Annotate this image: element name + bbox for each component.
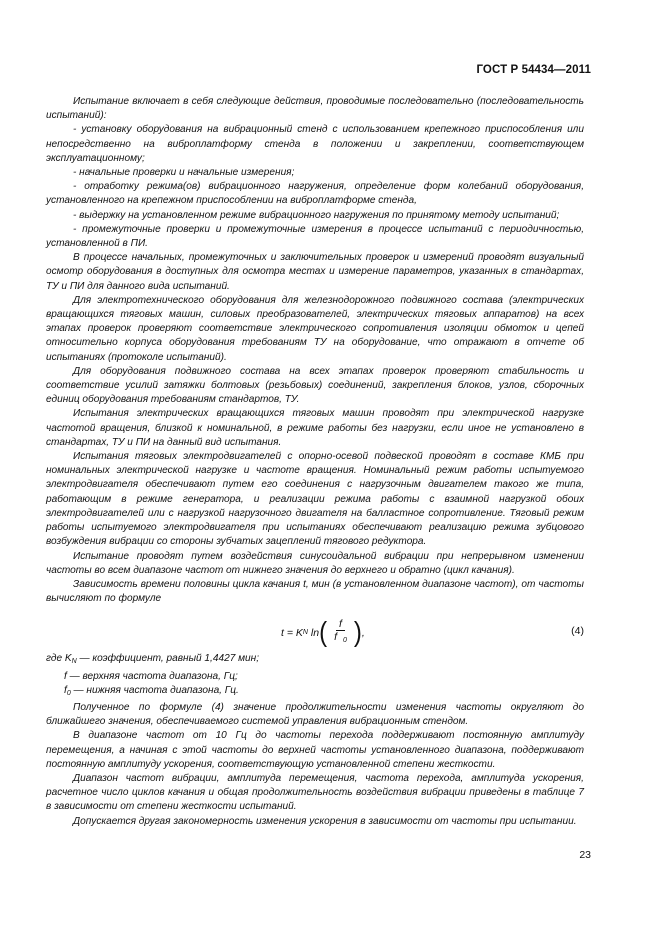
paragraph: Для оборудования подвижного состава на всех этапах проверок проверяют стабильность и соответствие усилий затяжки болтовых (резьбовых) соединений, закрепления блоков, узлов, сборочных единиц оборудования требованиям стандартов, ТУ. [46,365,584,406]
legend-3-post: — нижняя частота диапазона, Гц. [70,684,239,696]
formula-expression [281,618,365,647]
paragraph: Испытания тяговых электродвигателей с опорно-осевой подвеской проводят в составе КМБ при номинальных электрической нагрузке и частоте вращения. Номинальный режим работы испытуемого электродвигателя обеспечивают путем его соединения с нагрузочным двигателем такого же типа, работающим в режиме генератора, и реализации режима работы с взаимной нагрузкой обоих электродвигателей или с нагрузкой нагрузочного двигателя на балластное сопротивление. Тяговый режим работы испытуемого электродвигателя при испытаниях обеспечивают реализацию режима зубцового возбуждения вибрации со стороны зубчатых зацеплений тягового редуктора. [46,451,584,548]
formula-tail: , [361,626,365,639]
formula-fraction [328,618,353,647]
paragraph: В диапазоне частот от 10 Гц до частоты перехода поддерживают постоянную амплитуду перемещения, а начиная с этой частоты до верхней частоты установленного диапазона, поддерживают постоянную амплитуду ускорения, соответствующую установленной степени жесткости. [46,730,584,770]
paragraph: Допускается другая закономерность изменения ускорения в зависимости от частоты при испытании. [73,815,577,827]
formula-number: (4) [571,625,584,638]
list-item: - отработку режима(ов) вибрационного нагружения, определение форм колебаний оборудования, установленного на крепежном приспособлении на виброплатформе стенда, [46,181,584,207]
formula-numerator: f [336,618,345,631]
paragraph: Испытание проводят путем воздействия синусоидальной вибрации при непрерывном изменении частоты во всем диапазоне частот от нижнего значения до верхнего и обратно (цикл качания). [46,550,584,576]
legend-1-sub: N [71,658,77,666]
formula-den-symbol: f [334,631,337,644]
formula-right-paren: ) [353,616,362,648]
paragraph: Испытание включает в себя следующие действия, проводимые последовательно (последовательность испытаний): [46,96,584,122]
formula-4 [46,612,584,650]
paragraph: Зависимость времени половины цикла качания t, мин (в установленном диапазоне частот), от частоты вычисляют по формуле [46,578,584,605]
list-item: - установку оборудования на вибрационный стенд с использованием крепежного приспособления или непосредственно на виброплатформу стенда в положении и закреплении, соответствующем эксплуатационному; [46,124,584,164]
paragraph: Для электротехнического оборудования для железнодорожного подвижного состава (электрических вращающихся тяговых машин, силовых преобразователей, электрических тяговых аппаратов) на всех этапах проверок проверяют соответствие электрического сопротивления изоляции обмоток и цепей относительно корпуса оборудования требованиям ТУ на оборудование, что отражают в отчете об испытаниях (протоколе испытаний). [46,294,584,363]
paragraph: В процессе начальных, промежуточных и заключительных проверок и измерений проводят визуальный осмотр оборудования в доступных для осмотра местах и измерение параметров, указанных в стандартах, ТУ и ПИ для данного вида испытаний. [46,252,584,292]
legend-1-post: — коэффициент, равный 1,4427 мин; [76,653,260,665]
formula-ln: ln [310,626,320,639]
legend-1-pre: где K [46,653,72,665]
page-number: 23 [579,849,591,861]
legend-3-pre: f [64,684,67,696]
paragraph: Диапазон частот вибрации, амплитуда перемещения, частота перехода, амплитуда ускорения, расчетное число циклов качания и общая продолжительность воздействия вибрации приведены в таблице 7 в зависимости от степени жесткости испытаний. [46,772,584,813]
legend-line-3 [46,684,584,701]
list-item: - выдержку на установленном режиме вибрационного нагружения по принятому методу испытаний; [73,209,560,221]
formula-den-subscript: 0 [342,637,347,645]
text-block-before-formula [46,95,584,606]
list-item: - промежуточные проверки и промежуточные измерения в процессе испытаний с периодичностью, установленной в ПИ. [46,223,584,250]
formula-denominator [328,631,353,647]
legend-3-sub: 0 [66,689,71,697]
list-item: - начальные проверки и начальные измерения; [73,167,295,179]
formula-lhs: t = K [281,626,303,639]
standard-designation: ГОСТ Р 54434—2011 [476,64,591,76]
paragraph: Испытания электрических вращающихся тяговых машин проводят при электрической нагрузке частотой вращения, близкой к номинальной, в режиме работы без нагрузки, если иное не установлено в стандартах, ТУ и ПИ на данный вид испытания. [46,408,584,448]
text-block-after-formula [46,701,584,829]
formula-k-subscript: N [302,628,308,636]
legend-line-2: f — верхняя частота диапазона, Гц; [64,670,238,682]
legend-line-1 [46,652,584,669]
formula-left-paren: ( [319,616,328,648]
paragraph: Полученное по формуле (4) значение продолжительности изменения частоты округляют до ближайшего значения, обеспечиваемого системой управления вибрационным стендом. [46,701,584,728]
document-body [46,95,584,829]
